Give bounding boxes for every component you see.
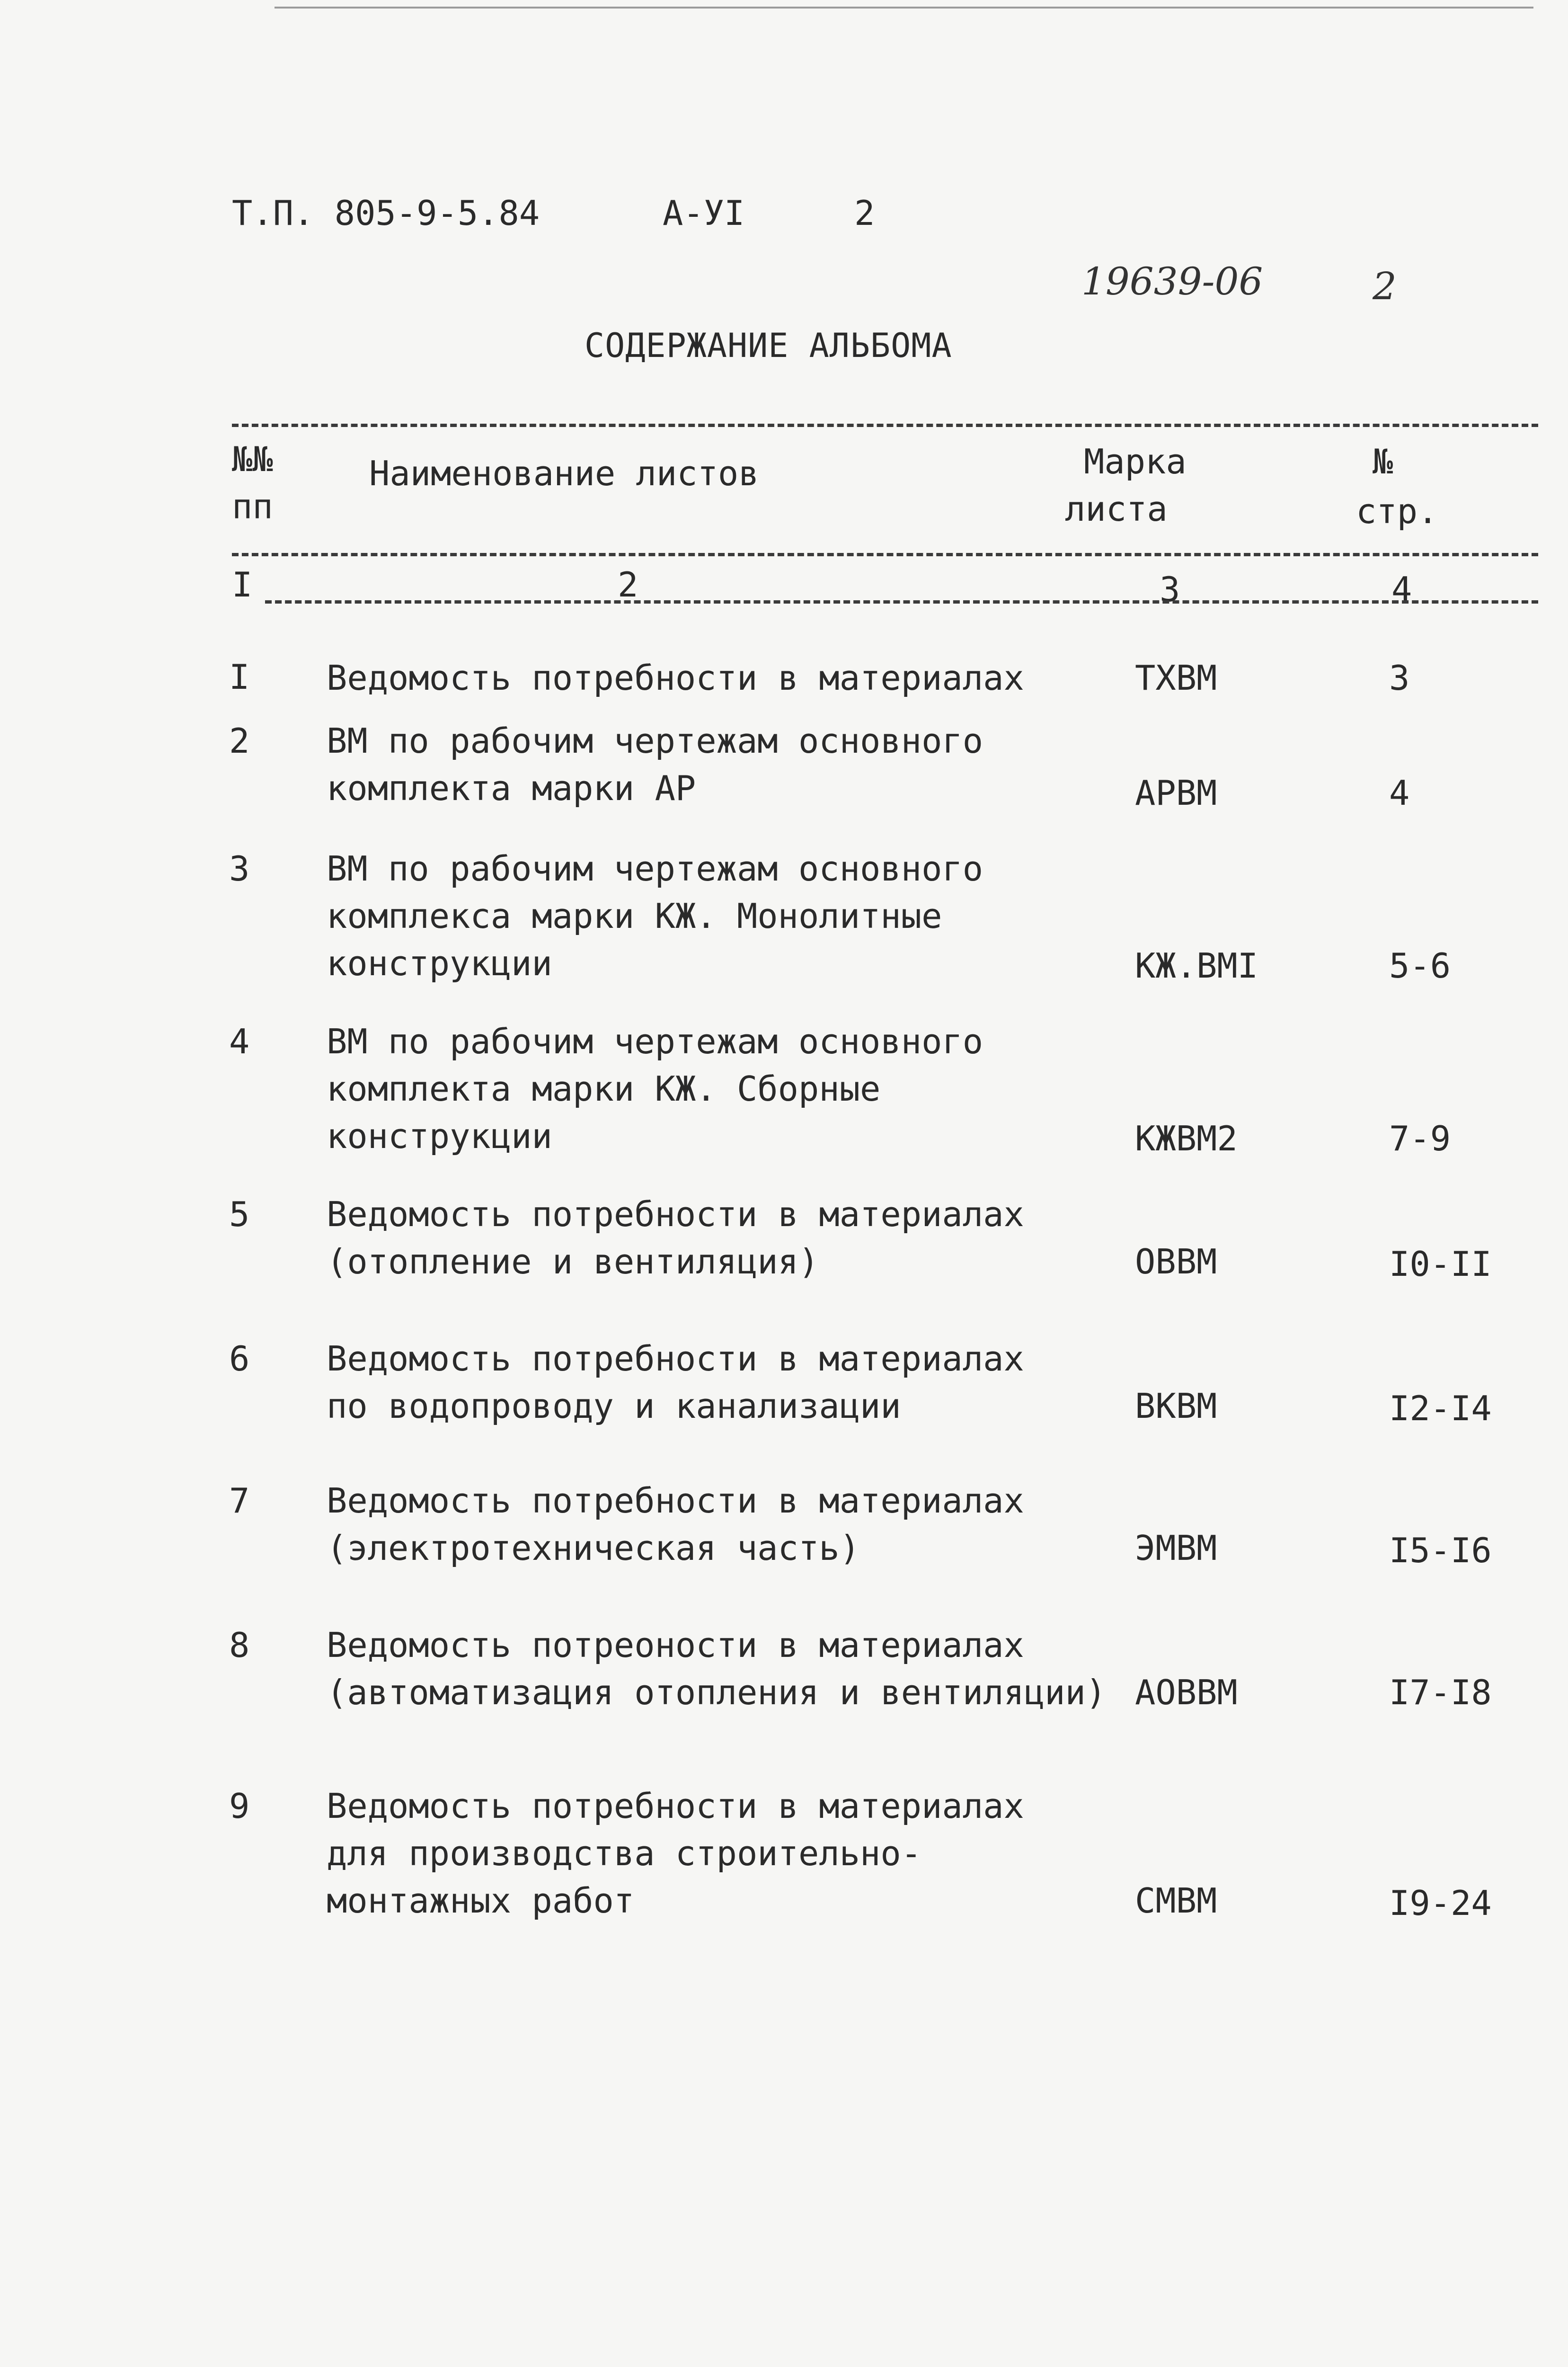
- header-top-rule: [232, 424, 1538, 427]
- row-name-line: комплекта марки АР: [327, 768, 696, 808]
- row-mark: КЖ.ВМI: [1135, 946, 1258, 986]
- row-mark: АРВМ: [1135, 773, 1217, 813]
- row-page: 5-6: [1389, 946, 1451, 986]
- row-name-line: ВМ по рабочим чертежам основного: [327, 849, 983, 889]
- col-number-label-2: пп: [232, 487, 273, 526]
- page-title: СОДЕРЖАНИЕ АЛЬБОМА: [585, 326, 952, 365]
- doc-code: Т.П. 805-9-5.84: [232, 193, 540, 233]
- row-page: I0-II: [1389, 1244, 1492, 1284]
- row-mark: АОВВМ: [1135, 1673, 1238, 1712]
- row-page: I9-24: [1389, 1883, 1492, 1923]
- sheet-number: 2: [854, 193, 875, 233]
- row-mark: ЭМВМ: [1135, 1528, 1217, 1568]
- col-mark-label-2: листа: [1065, 489, 1168, 529]
- col-number-index-4: 4: [1391, 570, 1412, 609]
- row-name-line: ВМ по рабочим чертежам основного: [327, 721, 983, 761]
- col-mark-label-1: Марка: [1084, 442, 1187, 481]
- handwritten-page-number: 2: [1373, 264, 1397, 308]
- row-number: 8: [229, 1625, 250, 1665]
- row-mark: ВКВМ: [1135, 1386, 1217, 1426]
- row-number: 5: [229, 1194, 250, 1234]
- row-name-line: (отопление и вентиляция): [327, 1242, 819, 1281]
- row-name-line: конструкции: [327, 1116, 552, 1156]
- col-number-index-1: I: [232, 565, 253, 605]
- row-mark: ТХВМ: [1135, 658, 1217, 698]
- row-name-line: Ведомость потребности в материалах: [327, 1194, 1024, 1234]
- row-name-line: для производства строительно-: [327, 1833, 922, 1873]
- col-page-label-1: №: [1373, 442, 1393, 481]
- col-page-label-2: стр.: [1356, 491, 1438, 531]
- archive-number: 19639-06: [1081, 259, 1263, 303]
- col-number-index-2: 2: [618, 565, 638, 605]
- row-page: I5-I6: [1389, 1531, 1492, 1570]
- row-number: 3: [229, 849, 250, 889]
- row-name-line: по водопроводу и канализации: [327, 1386, 901, 1426]
- col-name-label: Наименование листов: [369, 454, 759, 493]
- row-name-line: Ведомость потреоности в материалах: [327, 1625, 1024, 1665]
- row-number: 9: [229, 1786, 250, 1826]
- row-name-line: Ведомость потребности в материалах: [327, 1339, 1024, 1379]
- row-name-line: монтажных работ: [327, 1881, 635, 1921]
- row-number: 2: [229, 721, 250, 761]
- row-name-line: Ведомость потребности в материалах: [327, 658, 1024, 698]
- row-page: I2-I4: [1389, 1388, 1492, 1428]
- row-mark: СМВМ: [1135, 1881, 1217, 1921]
- row-name-line: (электротехническая часть): [327, 1528, 860, 1568]
- row-number: I: [229, 657, 250, 697]
- col-number-label-1: №№: [232, 439, 273, 479]
- row-page: I7-I8: [1389, 1673, 1492, 1712]
- top-border-line: [275, 7, 1533, 9]
- row-number: 7: [229, 1481, 250, 1521]
- album-code: А-УI: [663, 193, 745, 233]
- header-mid-rule: [232, 553, 1538, 556]
- row-page: 7-9: [1389, 1119, 1451, 1158]
- row-number: 4: [229, 1022, 250, 1061]
- col-number-index-3: 3: [1160, 570, 1180, 609]
- header-bottom-rule: [265, 600, 1538, 604]
- row-number: 6: [229, 1339, 250, 1379]
- row-page: 4: [1389, 773, 1410, 813]
- row-name-line: (автоматизация отопления и вентиляции): [327, 1673, 1107, 1712]
- row-name-line: Ведомость потребности в материалах: [327, 1481, 1024, 1521]
- row-name-line: ВМ по рабочим чертежам основного: [327, 1022, 983, 1061]
- row-page: 3: [1389, 658, 1410, 698]
- row-name-line: комплекта марки КЖ. Сборные: [327, 1069, 881, 1109]
- row-name-line: конструкции: [327, 943, 552, 983]
- row-mark: КЖВМ2: [1135, 1119, 1238, 1158]
- row-name-line: комплекса марки КЖ. Монолитные: [327, 896, 942, 936]
- row-name-line: Ведомость потребности в материалах: [327, 1786, 1024, 1826]
- row-mark: ОВВМ: [1135, 1242, 1217, 1281]
